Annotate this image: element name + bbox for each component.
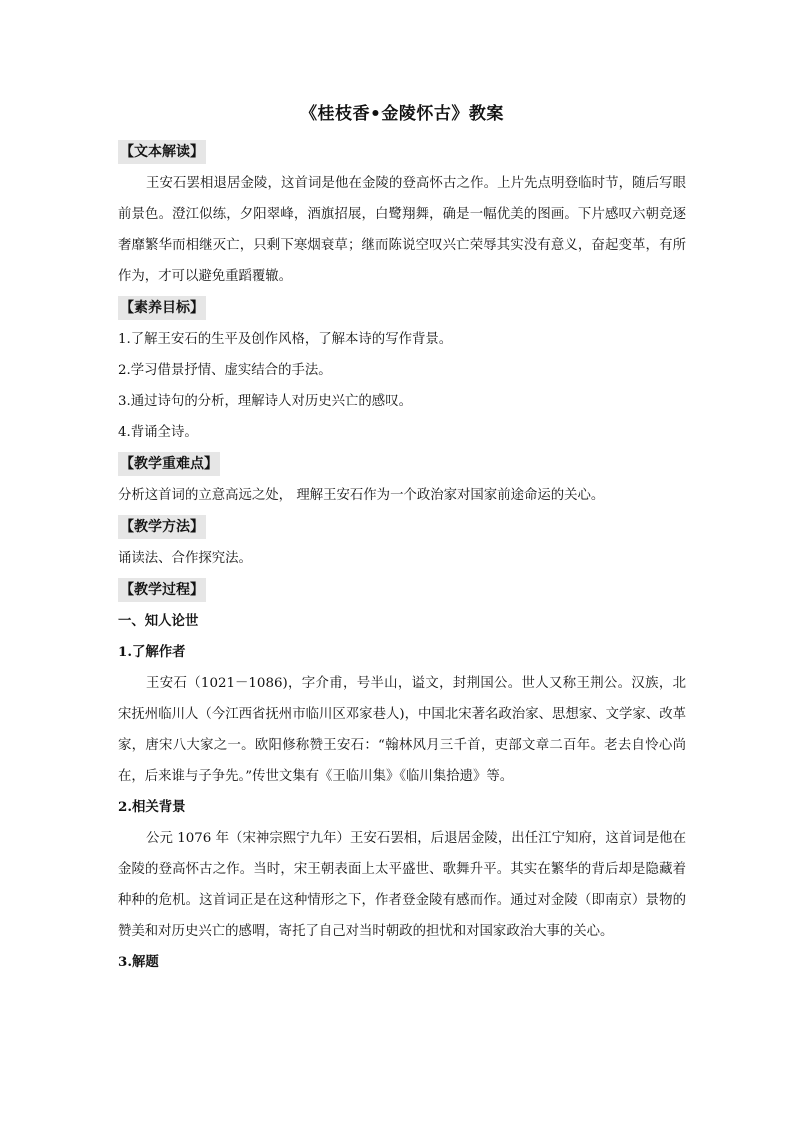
goal-item: 2.学习借景抒情、虚实结合的手法。	[118, 363, 332, 378]
section-heading-goals: 【素养目标】	[118, 296, 206, 320]
section-heading-reading: 【文本解读】	[118, 140, 206, 164]
section-methods	[118, 515, 686, 574]
subsection-heading-author: 1.了解作者	[118, 644, 186, 660]
section-process	[118, 578, 686, 978]
author-paragraph: 王安石（1021－1086)，字介甫，号半山，谥文，封荆国公。世人又称王荆公。汉族，北宋抚州临川人（今江西省抚州市临川区邓家巷人)，中国北宋著名政治家、思想家、文学家、改革家，唐宋八大家之一。欧阳修称赞王安石：“翰林风月三千首，吏部文章二百年。老去自怜心尚在，后来谁与子争先。”传世文集有《王临川集》《临川集拾遗》等。	[118, 676, 686, 784]
goal-item: 4.背诵全诗。	[118, 425, 198, 440]
subsection-heading-title-explanation: 3.解题	[118, 954, 159, 970]
reading-paragraph: 王安石罢相退居金陵，这首词是他在金陵的登高怀古之作。上片先点明登临时节，随后写眼前景色。澄江似练，夕阳翠峰，酒旗招展，白鹭翔舞，确是一幅优美的图画。下片感叹六朝竞逐奢靡繁华而相继灭亡，只剩下寒烟衰草；继而陈说空叹兴亡荣辱其实没有意义，奋起变革，有所作为，才可以避免重蹈覆辙。	[118, 176, 686, 284]
section-heading-methods: 【教学方法】	[118, 515, 206, 539]
goal-item: 1.了解王安石的生平及创作风格，了解本诗的写作背景。	[118, 332, 453, 347]
methods-text: 诵读法、合作探究法。	[118, 551, 252, 566]
background-paragraph: 公元 1076 年（宋神宗熙宁九年）王安石罢相，后退居金陵，出任江宁知府，这首词是他在金陵的登高怀古之作。当时，宋王朝表面上太平盛世、歌舞升平。其实在繁华的背后却是隐藏着种种的危机。这首词正是在这种情形之下，作者登金陵有感而作。通过对金陵（即南京）景物的赞美和对历史兴亡的感喟，寄托了自己对当时朝政的担忧和对国家政治大事的关心。	[118, 831, 686, 939]
section-key-points	[118, 452, 686, 511]
key-points-text: 分析这首词的立意高远之处， 理解王安石作为一个政治家对国家前途命运的关心。	[118, 488, 605, 503]
section-goals	[118, 296, 686, 448]
process-part-heading: 一、知人论世	[118, 613, 199, 629]
section-heading-key-points: 【教学重难点】	[118, 452, 220, 476]
goal-item: 3.通过诗句的分析，理解诗人对历史兴亡的感叹。	[118, 394, 412, 409]
section-reading	[118, 140, 686, 292]
document-title: 《桂枝香•金陵怀古》教案	[300, 104, 504, 124]
section-heading-process: 【教学过程】	[118, 578, 206, 602]
subsection-heading-background: 2.相关背景	[118, 799, 186, 815]
document-page	[118, 100, 686, 982]
